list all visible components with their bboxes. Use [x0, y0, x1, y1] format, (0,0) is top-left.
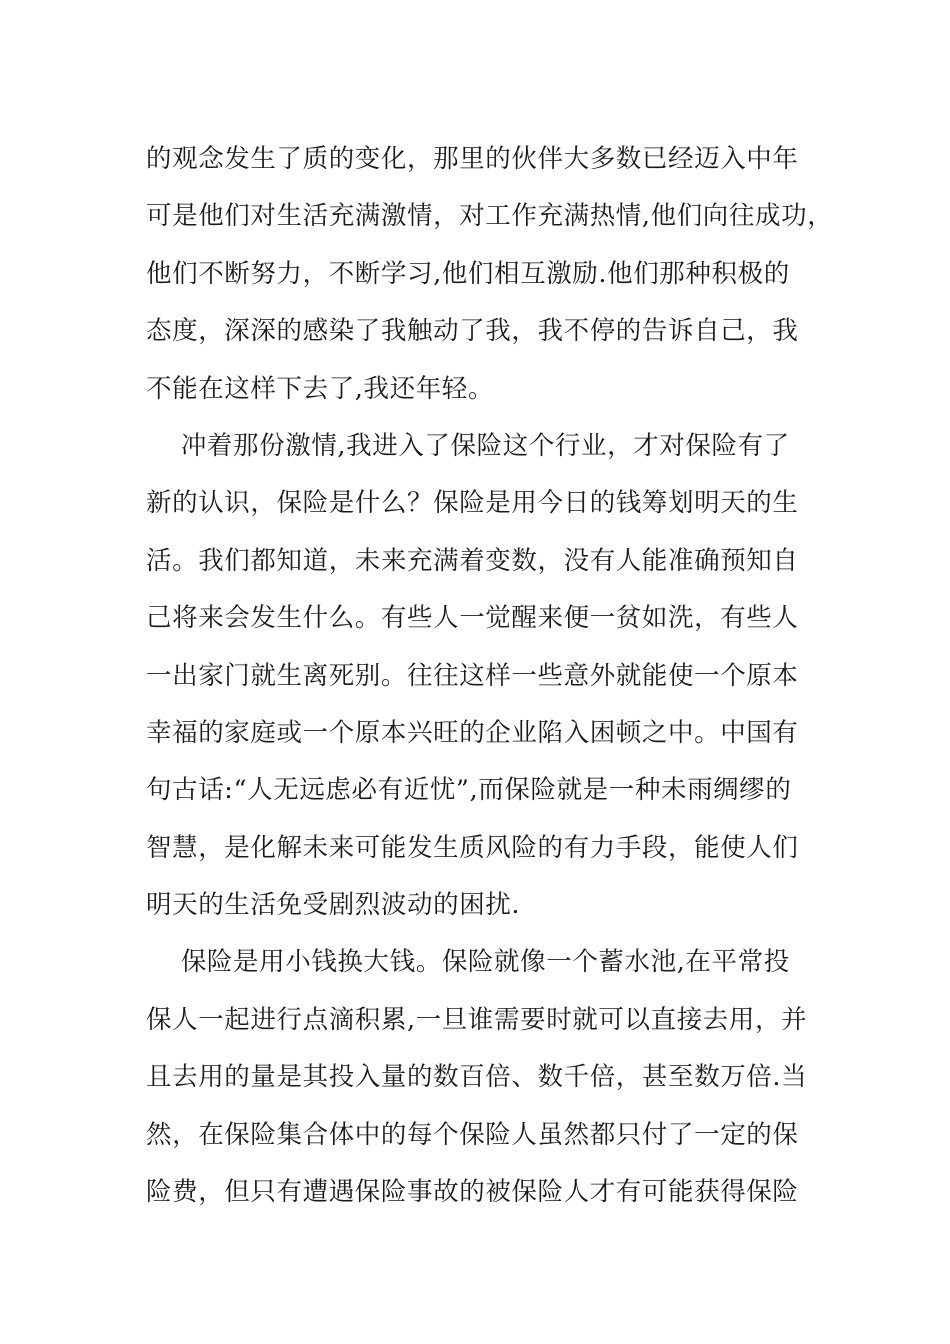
text-line: 态度，深深的感染了我触动了我，我不停的告诉自己，我 — [146, 316, 799, 347]
text-line: 幸福的家庭或一个原本兴旺的企业陷入困顿之中。中国有 — [146, 717, 799, 748]
text-line: 不能在这样下去了,我还年轻。 — [146, 373, 495, 404]
text-line: 一出家门就生离死别。往往这样一些意外就能使一个原本 — [146, 660, 799, 691]
document-body — [146, 131, 834, 1221]
text-line: 险费，但只有遭遇保险事故的被保险人才有可能获得保险 — [146, 1177, 799, 1208]
text-line: 明天的生活免受剧烈波动的困扰. — [146, 890, 521, 921]
text-line: 冲着那份激情,我进入了保险这个行业，才对保险有了 — [146, 430, 790, 461]
text-line: 保人一起进行点滴积累,一旦谁需要时就可以直接去用，并 — [146, 1004, 808, 1035]
text-line: 且去用的量是其投入量的数百倍、数千倍，甚至数万倍.当 — [146, 1062, 808, 1093]
text-line: 句古话:“人无远虑必有近忧”,而保险就是一种未雨绸缪的 — [146, 775, 792, 806]
text-line: 保险是用小钱换大钱。保险就像一个蓄水池,在平常投 — [146, 947, 790, 978]
text-line: 活。我们都知道，未来充满着变数，没有人能准确预知自 — [146, 545, 799, 576]
text-line: 新的认识，保险是什么？保险是用今日的钱筹划明天的生 — [146, 488, 799, 519]
text-line: 可是他们对生活充满激情，对工作充满热情,他们向往成功， — [146, 201, 834, 232]
text-line: 的观念发生了质的变化，那里的伙伴大多数已经迈入中年 — [146, 144, 799, 174]
text-line: 他们不断努力，不断学习,他们相互激励.他们那种积极的 — [146, 258, 790, 289]
text-line: 己将来会发生什么。有些人一觉醒来便一贫如洗，有些人 — [146, 603, 799, 634]
text-line: 智慧，是化解未来可能发生质风险的有力手段，能使人们 — [146, 832, 799, 863]
text-line: 然，在保险集合体中的每个保险人虽然都只付了一定的保 — [146, 1119, 799, 1150]
